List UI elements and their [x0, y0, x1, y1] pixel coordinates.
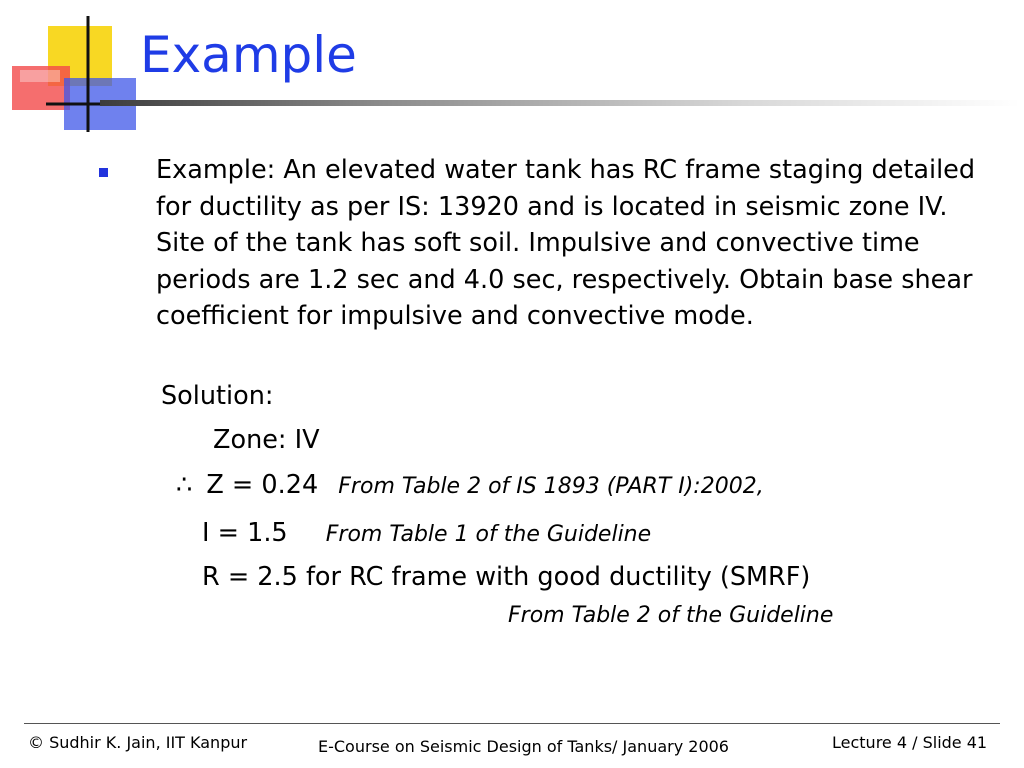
- footer-divider: [24, 723, 1000, 724]
- i-value: I = 1.5: [202, 518, 288, 548]
- therefore-symbol: ∴: [176, 470, 193, 500]
- solution-label: Solution:: [161, 381, 274, 411]
- z-value: Z = 0.24: [206, 470, 319, 500]
- slide-logo-graphic: [0, 0, 140, 140]
- title-underline: [100, 100, 1020, 106]
- footer-author: Sudhir K. Jain, IIT Kanpur: [44, 733, 248, 752]
- footer-course: E-Course on Seismic Design of Tanks/ January 2006: [318, 737, 729, 756]
- footer-copyright: [28, 733, 247, 752]
- r-value: R = 2.5 for RC frame with good ductility (SMRF): [202, 562, 811, 592]
- footer-slide-number: Lecture 4 / Slide 41: [832, 733, 988, 752]
- copyright-symbol: ©: [28, 733, 44, 752]
- logo-highlight: [20, 70, 60, 82]
- zone-line: Zone: IV: [213, 425, 320, 455]
- slide-title: Example: [140, 26, 357, 84]
- z-source-note: From Table 2 of IS 1893 (PART I):2002,: [338, 474, 764, 499]
- i-line: [202, 518, 651, 548]
- bullet-square: [99, 168, 108, 177]
- z-line: [176, 470, 764, 500]
- i-source-note: From Table 1 of the Guideline: [325, 522, 652, 547]
- problem-statement: Example: An elevated water tank has RC frame staging detailed for ductility as per IS: 13920 and is located in seismic zone IV. Site of the tank has soft soil. Impulsive and convective time periods are 1.2 sec and 4.0 sec, respectively. Obtain base shear coefficient for impulsive and convective mode.: [156, 155, 976, 331]
- r-source-note: From Table 2 of the Guideline: [508, 603, 834, 628]
